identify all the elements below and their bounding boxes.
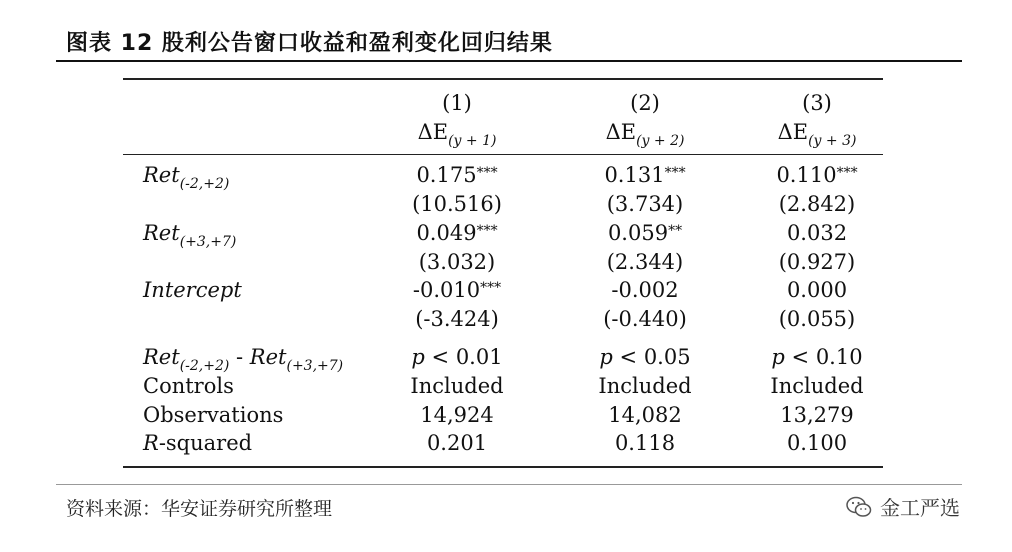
- observations-2: 14,082: [608, 403, 682, 427]
- col2-number: (2): [630, 91, 660, 115]
- ret2-t-3: (0.927): [778, 250, 856, 274]
- ret1-t-1: (10.516): [412, 192, 502, 216]
- col1-header: $\Delta E_{(y + 1)}$: [417, 120, 497, 149]
- table-header-rule: [123, 154, 883, 155]
- ret1-coef-2: 0.131***: [604, 163, 686, 187]
- wechat-icon: [846, 496, 872, 518]
- diff-p-1: p < 0.01: [411, 345, 503, 369]
- ret2-t-1: (3.032): [418, 250, 496, 274]
- row-label-controls: Controls: [143, 374, 234, 398]
- watermark: [846, 492, 960, 521]
- intercept-t-3: (0.055): [778, 307, 856, 331]
- ret1-t-2: (3.734): [606, 192, 684, 216]
- diff-p-3: p < 0.10: [771, 345, 863, 369]
- row-label-difference: Ret$_{(-2,+2)}$ - Ret$_{(+3,+7)}$: [143, 345, 344, 374]
- col2-header: $\Delta E_{(y + 2)}$: [605, 120, 685, 149]
- controls-1: Included: [410, 374, 504, 398]
- title-rule: [56, 60, 962, 62]
- intercept-coef-1: -0.010***: [412, 278, 502, 302]
- ret2-coef-1: 0.049***: [416, 221, 498, 245]
- row-label-observations: Observations: [143, 403, 284, 427]
- diff-p-2: p < 0.05: [599, 345, 691, 369]
- ret2-coef-2: 0.059**: [607, 221, 683, 245]
- rsquared-3: 0.100: [786, 431, 848, 455]
- ret2-coef-3: 0.032: [786, 221, 848, 245]
- watermark-text: 金工严选: [880, 496, 960, 520]
- table-bottom-rule: [123, 466, 883, 468]
- ret1-coef-1: 0.175***: [416, 163, 498, 187]
- row-label-ret-2-2: Ret$_{(-2,+2)}$: [143, 163, 230, 192]
- source-note: 资料来源：华安证券研究所整理: [66, 498, 333, 520]
- source-rule: [56, 484, 962, 485]
- rsquared-1: 0.201: [426, 431, 488, 455]
- ret2-t-2: (2.344): [606, 250, 684, 274]
- col3-number: (3): [802, 91, 832, 115]
- col3-header: $\Delta E_{(y + 3)}$: [777, 120, 857, 149]
- intercept-t-2: (-0.440): [603, 307, 687, 331]
- controls-3: Included: [770, 374, 864, 398]
- ret1-coef-3: 0.110***: [776, 163, 858, 187]
- table-top-rule: [123, 78, 883, 80]
- figure-title: 图表 12 股利公告窗口收益和盈利变化回归结果: [66, 31, 553, 56]
- ret1-t-3: (2.842): [778, 192, 856, 216]
- row-label-intercept: Intercept: [143, 278, 242, 302]
- observations-1: 14,924: [420, 403, 494, 427]
- intercept-coef-2: -0.002: [611, 278, 679, 302]
- observations-3: 13,279: [780, 403, 854, 427]
- col1-number: (1): [442, 91, 472, 115]
- rsquared-2: 0.118: [614, 431, 676, 455]
- intercept-t-1: (-3.424): [415, 307, 499, 331]
- row-label-ret-3-7: Ret$_{(+3,+7)}$: [143, 221, 237, 250]
- controls-2: Included: [598, 374, 692, 398]
- intercept-coef-3: 0.000: [786, 278, 848, 302]
- row-label-rsquared: R-squared: [143, 431, 253, 455]
